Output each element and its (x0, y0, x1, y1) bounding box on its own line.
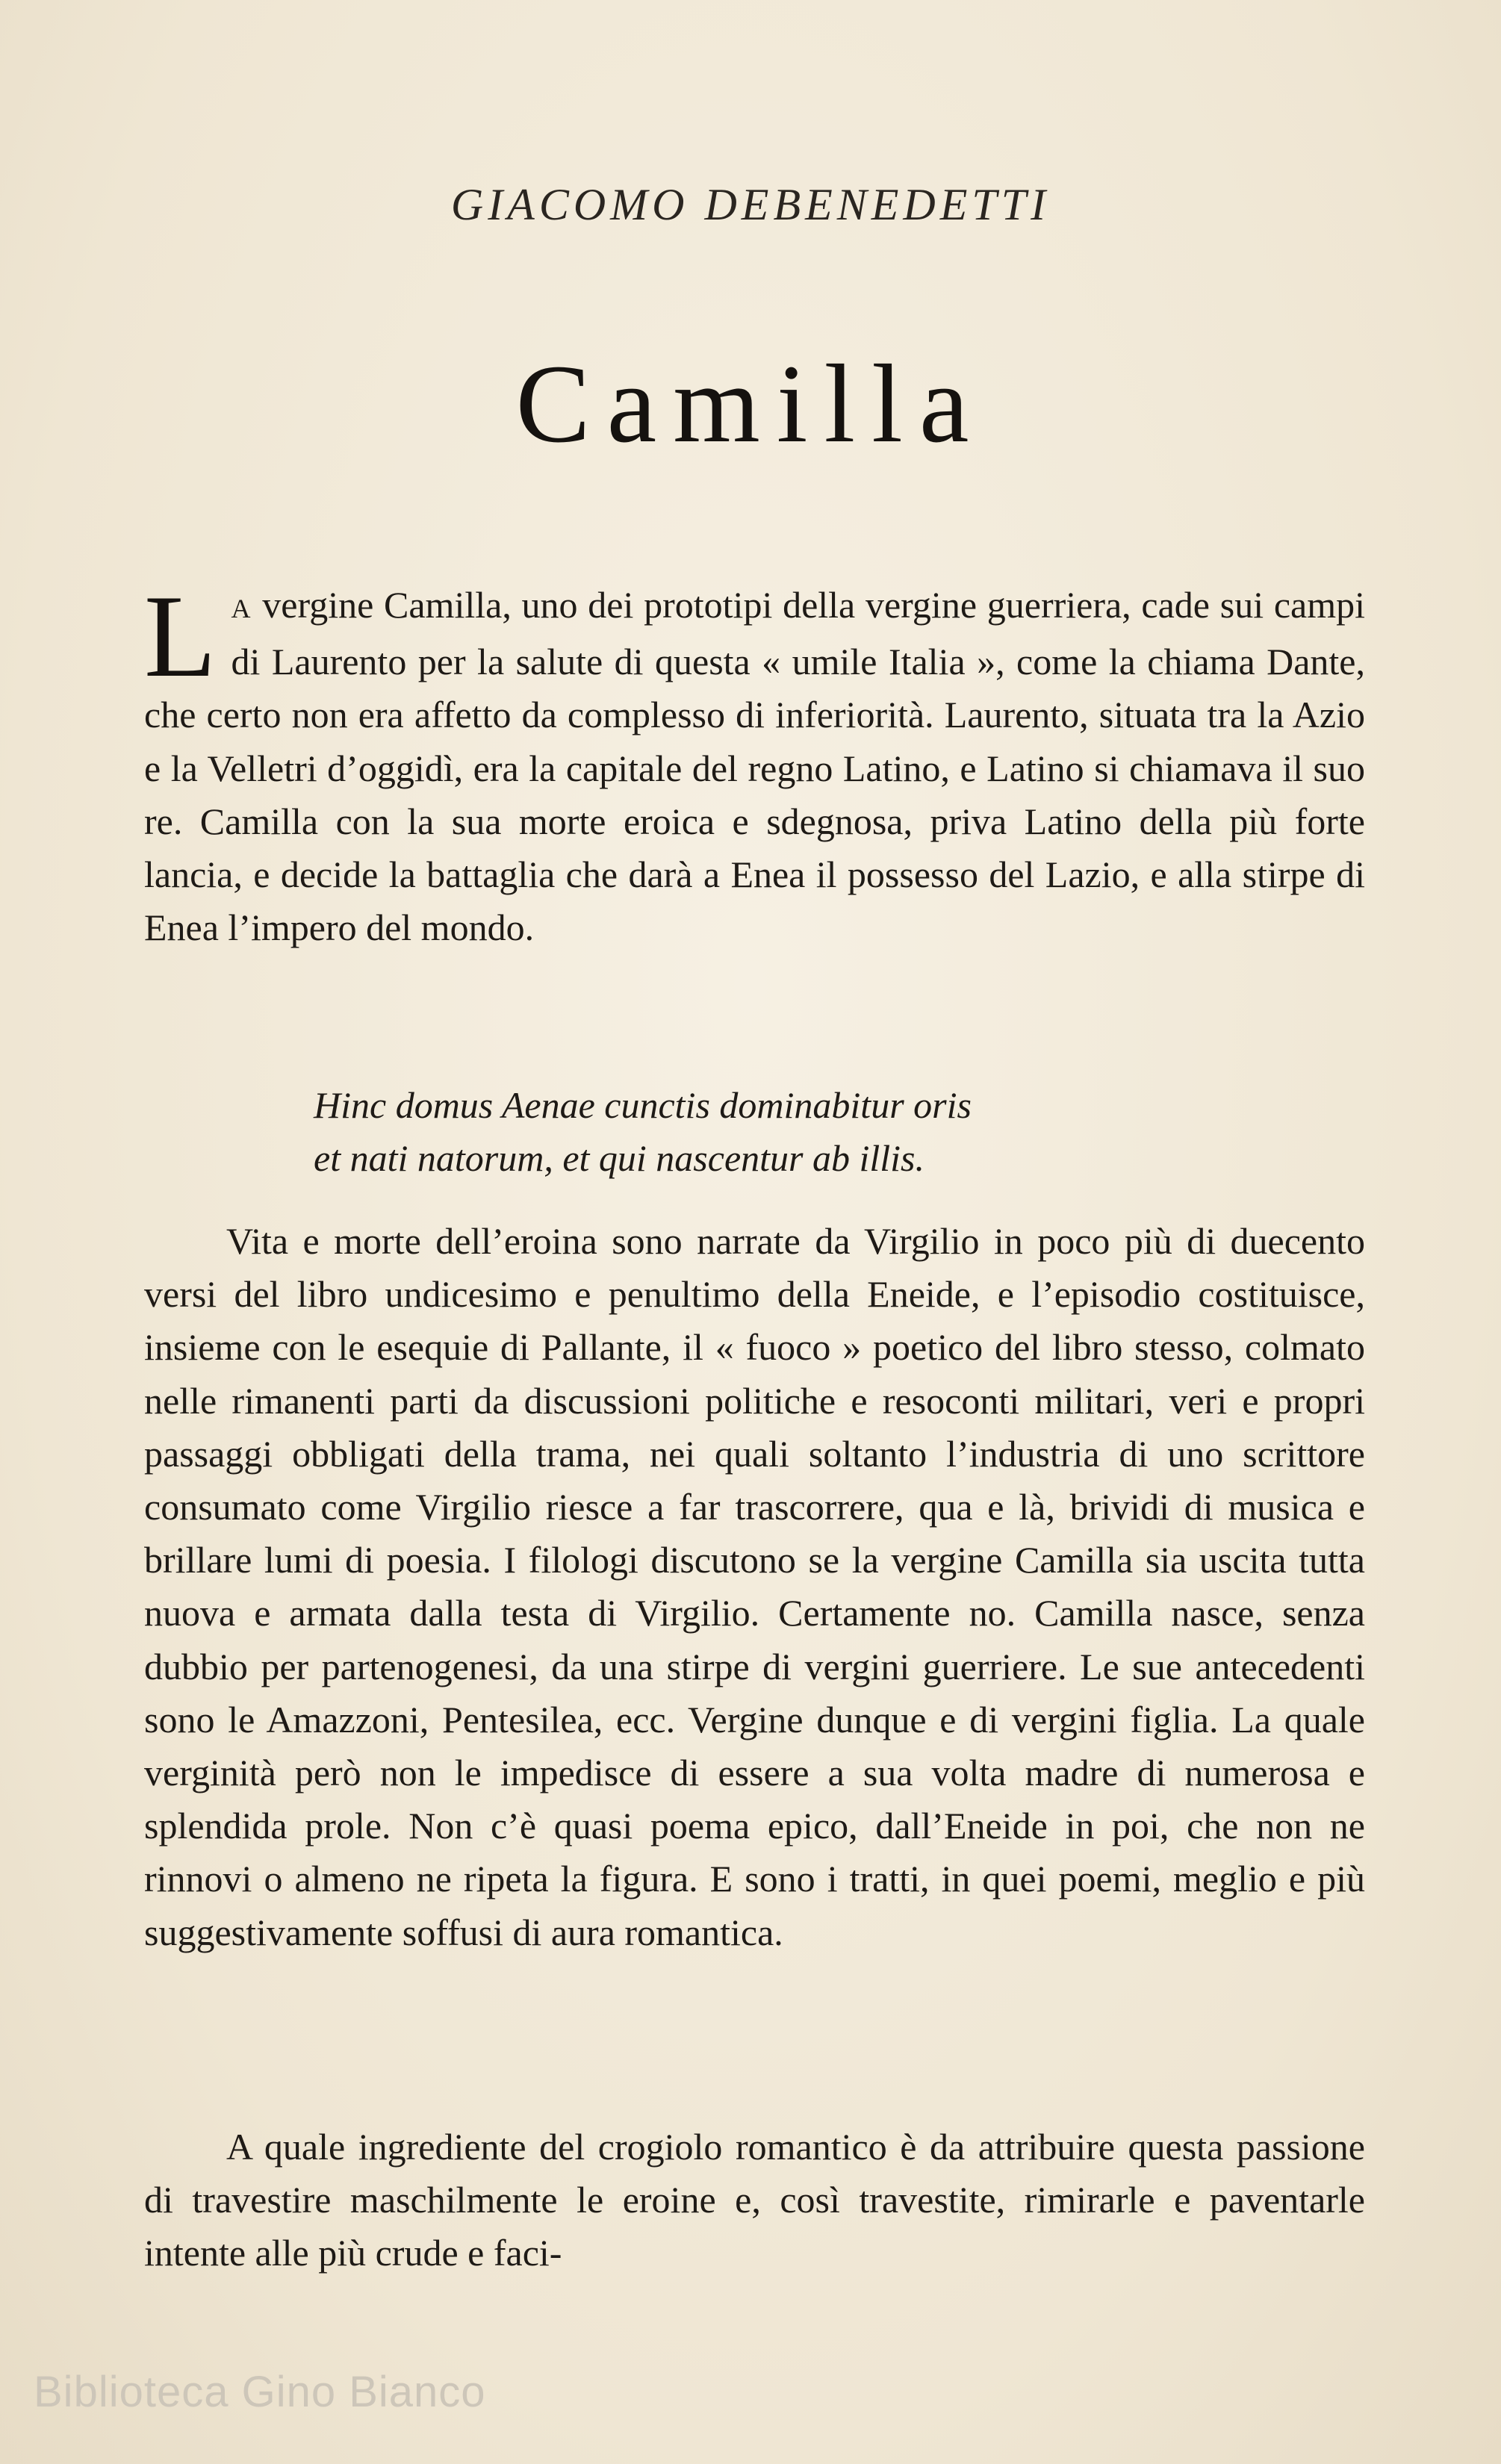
paragraph-3 (144, 2121, 1365, 2280)
paragraph-1 (144, 571, 1365, 954)
author-name: GIACOMO DEBENEDETTI (450, 180, 1051, 229)
paragraph-2 (144, 1215, 1365, 1959)
library-watermark: Biblioteca Gino Bianco (34, 2368, 486, 2416)
chapter-title: Camilla (515, 342, 986, 466)
latin-verse-quote (314, 1079, 972, 1185)
small-caps-letter: A (231, 594, 252, 623)
drop-cap-letter: L (144, 571, 217, 702)
verse-line-1: Hinc domus Aenae cunctis dominabitur oris (314, 1084, 972, 1126)
verse-line-2: et nati natorum, et qui nascentur ab illis. (314, 1137, 925, 1179)
paragraph-3-text: A quale ingrediente del crogiolo romantico è da attribuire questa passione di travestire maschilmente le eroine e, così travestite, rimirarle e paventarle intente alle più crude e faci- (144, 2126, 1365, 2274)
paragraph-2-text: Vita e morte dell’eroina sono narrate da Virgilio in poco più di duecento versi del libro undicesimo e penultimo della Eneide, e l’episodio costituisce, insieme con le esequie di Pallante, il « fuoco » poetico del libro stesso, colmato nelle rimanenti parti da discussioni politiche e resoconti militari, veri e propri passaggi obbligati della trama, nei quali soltanto l’industria di uno scrittore consumato come Virgilio riesce a far trascorrere, qua e là, brividi di musica e brillare lumi di poesia. I filologi discutono se la vergine Camilla sia uscita tutta nuova e armata dalla testa di Virgilio. Certamente no. Camilla nasce, senza dubbio per partenogenesi, da una stirpe di vergini guerriere. Le sue antecedenti sono le Amazzoni, Pentesilea, ecc. Vergine dunque e di vergini figlia. La quale verginità però non le impedisce di essere a sua volta madre di numerosa e splendida prole. Non c’è quasi poema epico, dall’Eneide in poi, che non ne rinnovi o almeno ne ripeta la figura. E sono i tratti, in quei poemi, meglio e più suggestivamente soffusi di aura romantica. (144, 1220, 1365, 1953)
paragraph-1-text: vergine Camilla, uno dei prototipi della vergine guerriera, cade sui campi di Laurento per la salute di questa « umile Italia », come la chiama Dante, che certo non era affetto da complesso di inferiorità. Laurento, situata tra la Azio e la Velletri d’oggidì, era la capitale del regno Latino, e Latino si chiamava il suo re. Camilla con la sua morte eroica e sdegnosa, priva Latino della più forte lancia, e decide la battaglia che darà a Enea il possesso del Lazio, e alla stirpe di Enea l’impero del mondo. (144, 584, 1365, 949)
